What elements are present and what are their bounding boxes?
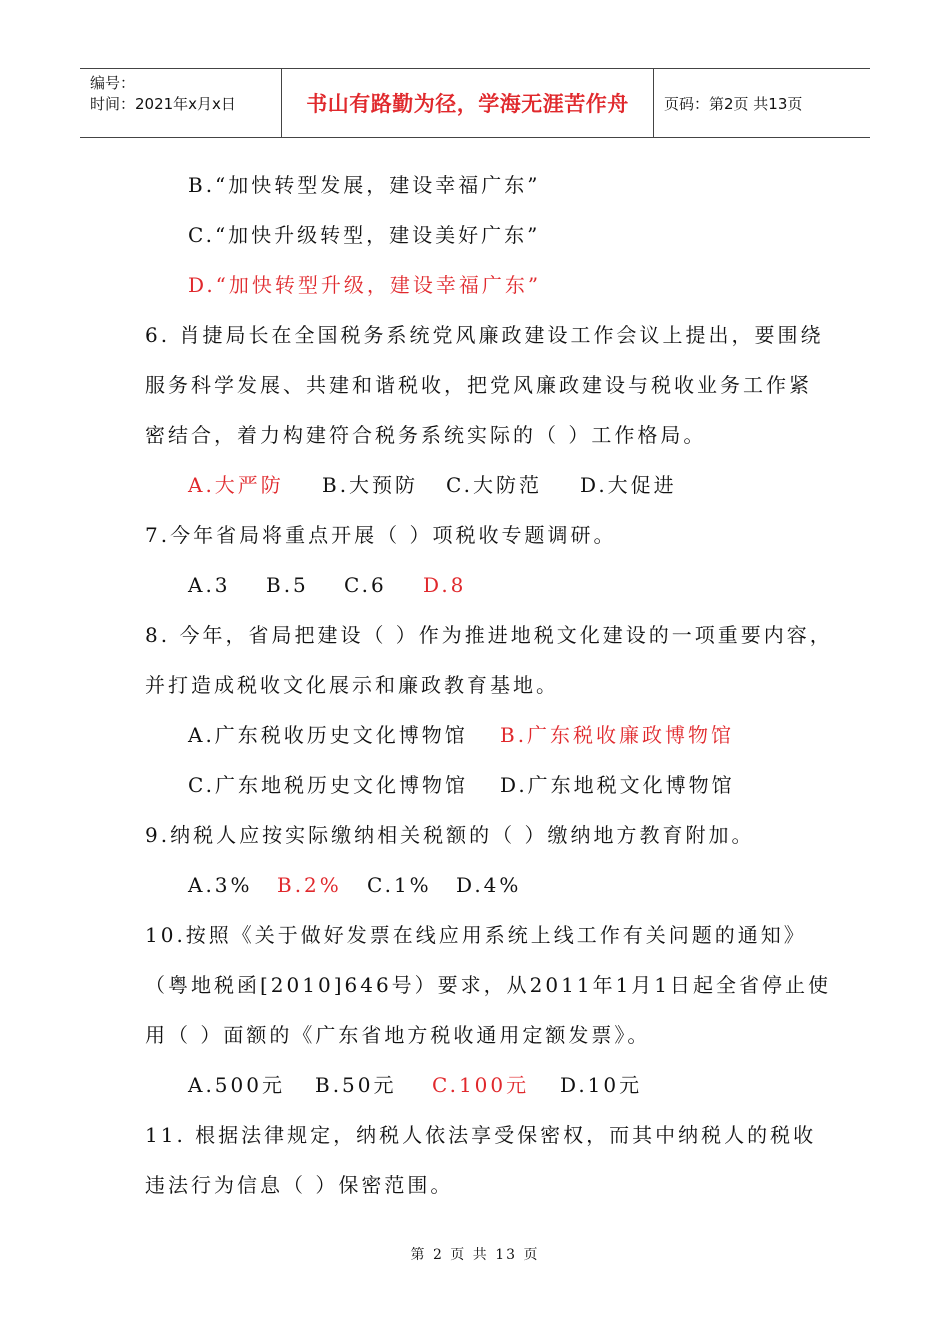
header-page-info: 页码：第2页 共13页 — [664, 94, 803, 113]
q7-option-a: A.3 — [188, 573, 231, 597]
q8-line-2: 并打造成税收文化展示和廉政教育基地。 — [145, 673, 559, 697]
q11-line-1: 11. 根据法律规定，纳税人依法享受保密权，而其中纳税人的税收 — [145, 1123, 817, 1147]
q7-line-1: 7.今年省局将重点开展（ ）项税收专题调研。 — [145, 523, 617, 547]
q9-option-a: A.3% — [188, 873, 253, 897]
q8-line-1: 8. 今年，省局把建设（ ）作为推进地税文化建设的一项重要内容， — [145, 623, 833, 647]
q10-option-a: A.500元 — [188, 1073, 285, 1097]
q7-option-c: C.6 — [344, 573, 387, 597]
q9-option-c: C.1% — [367, 873, 432, 897]
q5-option-d-answer: D.“加快转型升级，建设幸福广东” — [188, 273, 542, 297]
q7-option-b: B.5 — [266, 573, 309, 597]
q9-option-b-answer: B.2% — [277, 873, 342, 897]
document-body — [0, 160, 950, 1210]
page-header — [80, 68, 870, 138]
q8-options-row-2 — [0, 760, 950, 810]
q8-options-row-1 — [0, 710, 950, 760]
q6-option-b: B.大预防 — [322, 473, 419, 497]
serial-label: 编号： — [90, 74, 136, 92]
q7-option-d-answer: D.8 — [423, 573, 467, 597]
q6-option-a-answer: A.大严防 — [188, 473, 284, 497]
q8-option-d: D.广东地税文化博物馆 — [500, 773, 735, 797]
q5-option-b: B.“加快转型发展，建设幸福广东” — [188, 173, 541, 197]
q8-option-a: A.广东税收历史文化博物馆 — [188, 723, 468, 747]
header-meta — [80, 69, 282, 137]
q10-line-2: （粤地税函[2010]646号）要求，从2011年1月1日起全省停止使 — [145, 973, 832, 997]
q10-option-d: D.10元 — [560, 1073, 643, 1097]
q10-options — [0, 1060, 950, 1110]
q9-line-1: 9.纳税人应按实际缴纳相关税额的（ ）缴纳地方教育附加。 — [145, 823, 755, 847]
q5-option-c: C.“加快升级转型，建设美好广东” — [188, 223, 541, 247]
q10-line-3: 用（ ）面额的《广东省地方税收通用定额发票》。 — [145, 1023, 651, 1047]
q6-line-1: 6. 肖捷局长在全国税务系统党风廉政建设工作会议上提出，要围绕 — [145, 323, 824, 347]
q8-option-c: C.广东地税历史文化博物馆 — [188, 773, 468, 797]
q6-option-d: D.大促进 — [580, 473, 677, 497]
q10-option-b: B.50元 — [315, 1073, 397, 1097]
q6-line-3: 密结合，着力构建符合税务系统实际的（ ）工作格局。 — [145, 423, 707, 447]
page-footer: 第 2 页 共 13 页 — [410, 1247, 540, 1263]
q8-option-b-answer: B.广东税收廉政博物馆 — [500, 723, 735, 747]
q6-options — [0, 460, 950, 510]
date-label: 时间：2021年x月x日 — [90, 95, 236, 113]
q10-line-1: 10.按照《关于做好发票在线应用系统上线工作有关问题的通知》 — [145, 923, 807, 947]
q7-options — [0, 560, 950, 610]
q6-line-2: 服务科学发展、共建和谐税收，把党风廉政建设与税收业务工作紧 — [145, 373, 812, 397]
header-motto: 书山有路勤为径，学海无涯苦作舟 — [282, 69, 654, 137]
q11-line-2: 违法行为信息（ ）保密范围。 — [145, 1173, 454, 1197]
q10-option-c-answer: C.100元 — [432, 1073, 530, 1097]
q6-option-c: C.大防范 — [446, 473, 542, 497]
q9-option-d: D.4% — [456, 873, 522, 897]
q9-options — [0, 860, 950, 910]
